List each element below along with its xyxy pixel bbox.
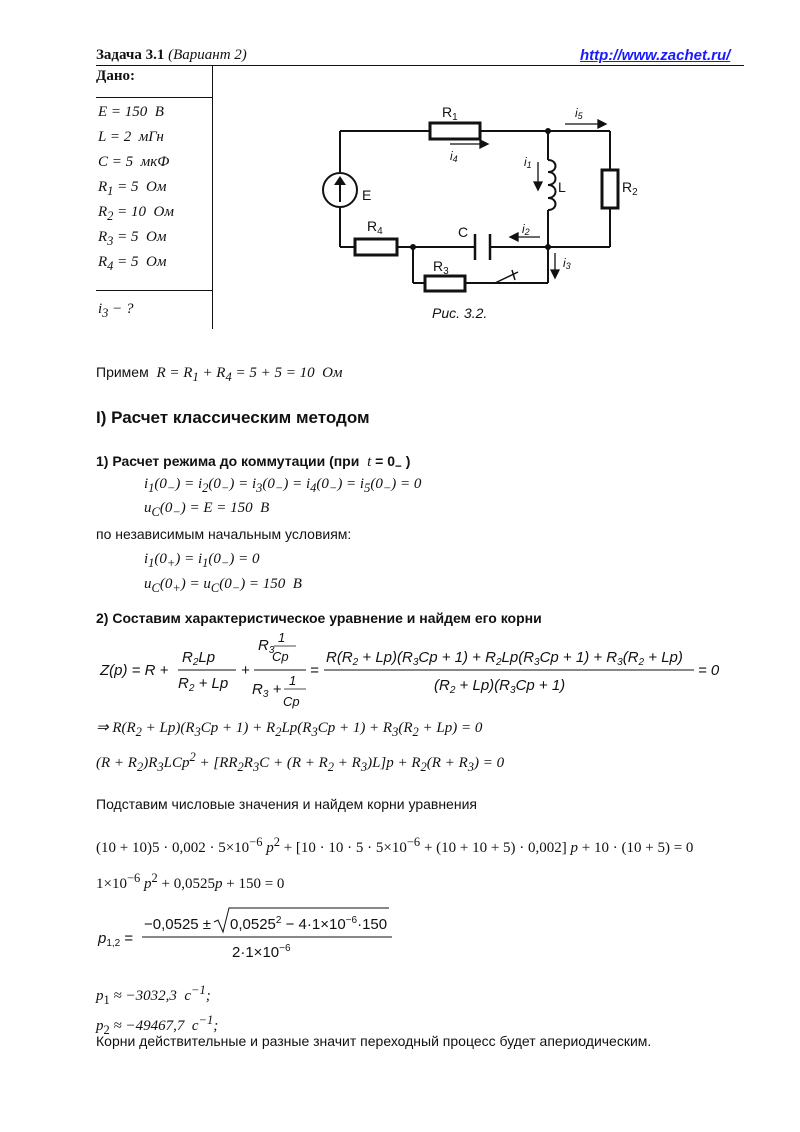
given-find: $i_3$ − ? <box>98 301 134 320</box>
task-title <box>96 47 247 64</box>
label-r4: $R_4$ <box>367 218 383 237</box>
given-item: C = 5 мкФ <box>98 154 170 170</box>
given-item: L = 2 мГн <box>98 129 164 145</box>
resistor-r2 <box>602 170 618 208</box>
resistor-r1 <box>430 123 480 139</box>
svg-text:R2Lp: $R_2Lp$ <box>182 649 216 668</box>
given-rule-top <box>96 97 212 98</box>
label-i1: i1 <box>524 155 532 170</box>
switch-icon <box>495 270 518 283</box>
label-i5: i5 <box>575 106 583 121</box>
label-r1: $R_1$ <box>442 104 458 123</box>
label-i3: i3 <box>563 256 571 271</box>
svg-text:=: = <box>310 662 319 679</box>
node-dot <box>545 128 551 134</box>
circuit-diagram <box>300 100 640 330</box>
given-divider <box>212 65 213 329</box>
svg-text:R(R2 + Lp)(R3Cp + 1) + R2Lp(R3: $R(R_2 + Lp)(R_3Cp + 1) + R_2Lp(R_3Cp + 1) + R_3(R_2 + Lp)$ <box>326 649 683 668</box>
resistor-r4 <box>355 239 397 255</box>
equation: $i_1(0_+) = i_1(0_-) = 0$ <box>144 551 260 570</box>
svg-text:0,05252 − 4·1×10−6·150: $0,0525^2 - 4\cdot 1\times 10^{-6}\cdot 150$ <box>230 915 388 933</box>
svg-text:−0,0525 ±: −0,0525 ± <box>144 916 212 933</box>
substitute-note: Подставим числовые значения и найдем корни уравнения <box>96 796 477 812</box>
label-r3: $R_3$ <box>433 258 449 277</box>
subsection-heading: 1) Расчет режима до коммутации (при $t = 0_-$ ) <box>96 453 411 473</box>
svg-text:R3: $R_3$ <box>258 637 275 656</box>
svg-text:= 0: = 0 <box>698 662 720 679</box>
svg-text:R3 +: $R_3$ + <box>252 681 282 700</box>
label-e: E <box>362 187 372 203</box>
given-title: Дано: <box>96 68 135 84</box>
root-p2: $p_2 \approx -49467,7$ $с^{-1}$; <box>96 1013 219 1037</box>
svg-text:Cp: Cp <box>272 649 289 664</box>
given-item: $R_2 = 10$ Ом <box>98 204 174 223</box>
label-i2: i2 <box>522 222 530 237</box>
independent-note: по независимым начальным условиям: <box>96 526 352 542</box>
resistor-r3 <box>425 276 465 291</box>
conclusion: Корни действительные и разные значит переходный процесс будет апериодическим. <box>96 1033 652 1049</box>
given-item: $R_3 = 5$ Ом <box>98 229 167 248</box>
figure-caption: Рис. 3.2. <box>432 305 488 321</box>
equation: ⇒ $R(R_2 + Lp)(R_3Cp + 1) + R_2Lp(R_3Cp + 1) + R_3(R_2 + Lp) = 0$ <box>96 720 483 739</box>
inductor-l <box>548 160 556 210</box>
equation: $(R + R_2)R_3LCp^2 + [RR_2R_3C + (R + R_2 + R_3)L]p + R_2(R + R_3) = 0$ <box>96 750 505 774</box>
svg-text:(R2 + Lp)(R3Cp + 1): $(R_2 + Lp)(R_3Cp + 1)$ <box>434 677 566 696</box>
header-rule <box>96 65 744 66</box>
node-dot <box>410 244 416 250</box>
given-item: E = 150 В <box>98 104 164 120</box>
given-rule-bottom <box>96 290 212 291</box>
equation: $u_C(0_-) = E = 150$ В <box>144 500 270 519</box>
svg-text:Cp: Cp <box>283 694 300 709</box>
svg-text:1: 1 <box>278 630 286 645</box>
accept-line: Примем $R = R_1 + R_4 = 5 + 5 = 10$ Ом <box>96 364 343 384</box>
svg-text:1: 1 <box>289 673 297 688</box>
given-item: $R_4 = 5$ Ом <box>98 254 167 273</box>
given-item: $R_1 = 5$ Ом <box>98 179 167 198</box>
zp-equation <box>96 630 736 715</box>
equation: $1\times 10^{-6}$ $p^2 + 0,0525p + 150 = 0$ <box>96 871 285 892</box>
equation: $(10 + 10)5 \cdot 0,002 \cdot 5\times 10^{-6}$ $p^2 + [10 \cdot 10 \cdot 5 \cdot 5\times 10^{-6} + (10 + 10 + 5) \cdot 0,002] p + 10 \cdot (10 + 5) = 0$ <box>96 835 694 856</box>
node-dot <box>545 244 551 250</box>
svg-text:p1,2 =: $p_{1,2}$ = <box>98 930 134 949</box>
label-l: L <box>558 179 566 195</box>
svg-text:Z(p) = R +: Z(p) = R + <box>100 662 169 679</box>
task-variant: (Вариант 2) <box>168 47 247 63</box>
site-link[interactable]: http://www.zachet.ru/ <box>580 47 731 64</box>
svg-text:R2 + Lp: $R_2 + Lp$ <box>178 675 229 694</box>
subsection-heading: 2) Составим характеристическое уравнение и найдем его корни <box>96 610 542 626</box>
capacitor-c <box>475 234 490 260</box>
label-c: C <box>458 224 469 240</box>
equation: $u_C(0_+) = u_C(0_-) = 150$ В <box>144 576 302 595</box>
svg-text:2·1×10−6: $2\cdot 1\times 10^{-6}$ <box>232 943 291 961</box>
section-heading: I) Расчет классическим методом <box>96 408 370 427</box>
voltage-source-e <box>323 173 357 207</box>
root-p1: $p_1 \approx -3032,3$ $с^{-1}$; <box>96 983 211 1007</box>
equation: $i_1(0_-) = i_2(0_-) = i_3(0_-) = i_4(0_-) = i_5(0_-) = 0$ <box>144 476 422 495</box>
label-r2: $R_2$ <box>622 179 638 198</box>
roots-formula <box>96 905 416 965</box>
task-number: Задача 3.1 <box>96 47 165 63</box>
label-i4: i4 <box>450 149 458 164</box>
svg-text:+: + <box>241 662 250 679</box>
